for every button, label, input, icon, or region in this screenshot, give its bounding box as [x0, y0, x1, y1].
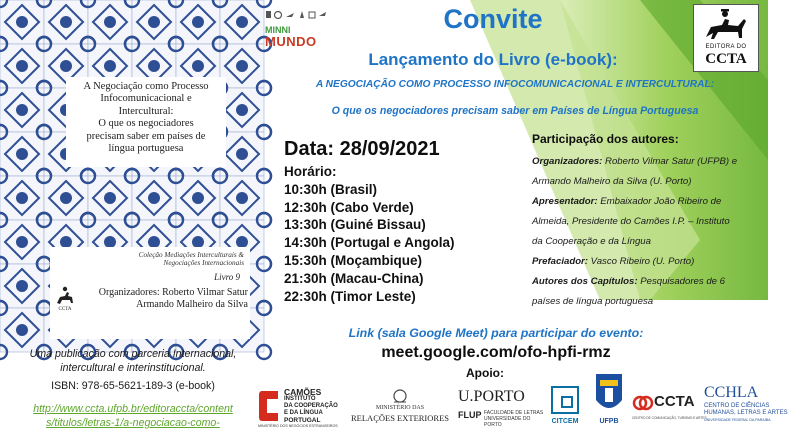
book-cover — [0, 0, 263, 343]
cchla-sub-line: UNIVERSIDADE FEDERAL DA PARAÍBA — [704, 418, 771, 422]
camoes-line: DA COOPERAÇÃO — [284, 403, 338, 409]
cover-organizers-line: Armando Malheiro da Silva — [136, 299, 248, 310]
book-subtitle: O que os negociadores precisam saber em Países de Língua Portuguesa — [331, 105, 699, 117]
azulejo-tile — [169, 169, 227, 227]
schedule-item: 12:30h (Cabo Verde) — [284, 199, 414, 215]
mre-line: MINISTÉRIO DAS — [375, 405, 425, 411]
camoes-line: E DA LÍNGUA — [284, 410, 323, 416]
uporto-logo — [458, 388, 544, 430]
mre-line: RELAÇÕES EXTERIORES — [351, 413, 449, 423]
schedule-item: 22:30h (Timor Leste) — [284, 288, 416, 304]
schedule-list — [284, 163, 455, 305]
ufpb-label: UFPB — [599, 418, 619, 425]
preface-key: Prefaciador: — [532, 256, 588, 267]
uporto-sub-line: UNIVERSIDADE DO PORTO — [484, 416, 531, 428]
partnership-line: Uma publicação com parceria Internacional, — [29, 348, 237, 360]
editora-label: EDITORA DO — [705, 44, 747, 50]
launch-subtitle: Lançamento do Livro (e-book): — [368, 50, 618, 69]
camoes-line: INSTITUTO — [284, 396, 316, 402]
chapters-value-cont: países de língua portuguesa — [532, 296, 654, 307]
citcem-square-icon — [551, 386, 579, 414]
uporto-title: U.PORTO — [458, 388, 525, 405]
page-title: Convite — [443, 4, 543, 34]
cover-title-line: precisam saber em países de — [86, 130, 206, 142]
link-intro: Link (sala Google Meet) para participar do evento: — [348, 326, 644, 340]
organizers-key: Organizadores: — [532, 156, 603, 167]
cover-title-line: Infocomunicacional e — [100, 93, 192, 105]
presenter-value-cont: da Cooperação e da Língua — [532, 236, 651, 247]
azulejo-tile — [37, 169, 95, 227]
svg-text:CCTA: CCTA — [58, 307, 72, 312]
cchla-logo — [704, 384, 788, 430]
uporto-sub — [484, 410, 544, 428]
book-link-line[interactable]: s/titulos/letras-1/a-negociacao-como- — [46, 417, 220, 429]
cover-series-line: Negociações Internacionais — [163, 259, 244, 268]
cover-title — [66, 77, 226, 167]
citcem-logo — [548, 386, 582, 430]
chapters-line — [532, 272, 768, 292]
camoes-line: PORTUGAL — [284, 417, 321, 424]
event-date: Data: 28/09/2021 — [284, 138, 440, 160]
meet-link[interactable]: meet.google.com/ofo-hpfi-rmz — [381, 344, 611, 361]
minni-mundo-logo — [264, 8, 328, 52]
cover-organizers-line: Organizadores: Roberto Vilmar Satur — [98, 287, 248, 298]
presenter-value: Embaixador João Ribeiro de — [597, 196, 722, 207]
ccta-rings-icon — [632, 392, 654, 414]
mundo-label: MUNDO — [265, 34, 317, 49]
cover-title-line: Intercultural: — [118, 105, 174, 117]
organizers-line — [532, 152, 768, 172]
cover-volume: Livro 9 — [214, 272, 240, 282]
uporto-sub-line: FACULDADE DE LETRAS — [484, 410, 544, 416]
cover-series — [139, 251, 244, 268]
camoes-text — [284, 388, 338, 424]
travel-icons — [264, 8, 328, 22]
horseman-icon — [702, 7, 750, 43]
schedule-item: 15:30h (Moçambique) — [284, 252, 423, 268]
cover-series-line: Coleção Mediações Interculturais & — [138, 251, 244, 259]
azulejo-tile — [125, 169, 183, 227]
chapters-value: Pesquisadores de 6 — [637, 276, 726, 287]
schedule-item: 13:30h (Guiné Bissau) — [284, 217, 426, 233]
camoes-ministry: MINISTÉRIO DOS NEGÓCIOS ESTRANGEIROS — [258, 424, 338, 428]
cchla-sub — [704, 403, 788, 424]
partnership-line: intercultural e interinstitucional. — [60, 362, 206, 374]
ufpb-shield-icon — [594, 372, 624, 416]
organizers-value: Roberto Vilmar Satur (UFPB) e — [602, 156, 738, 167]
schedule-heading: Horário: — [284, 164, 337, 179]
presenter-key: Apresentador: — [532, 196, 598, 207]
isbn-text: ISBN: 978-65-5621-189-3 (e-book) — [51, 380, 215, 392]
flup-label: FLUP — [458, 410, 482, 420]
mre-logo — [348, 388, 452, 428]
organizers-value-cont: Armando Malheiro da Silva (U. Porto) — [532, 176, 692, 187]
ccta-label: CCTA — [705, 51, 747, 67]
coat-of-arms-icon — [390, 388, 410, 404]
schedule-item: 21:30h (Macau-China) — [284, 270, 424, 286]
participation-details — [532, 152, 768, 312]
support-label: Apoio: — [466, 366, 504, 380]
cchla-title: CCHLA — [704, 384, 759, 401]
partnership-text — [4, 347, 262, 375]
editora-ccta-logo — [693, 4, 759, 72]
preface-value: Vasco Ribeiro (U. Porto) — [587, 256, 695, 267]
book-title-caps: A NEGOCIAÇÃO COMO PROCESSO INFOCOMUNICACIONAL E INTERCULTURAL: — [315, 79, 715, 90]
azulejo-tile — [213, 169, 271, 227]
presenter-line — [532, 192, 768, 212]
ccta-centro-sub: CENTRO DE COMUNICAÇÃO, TURISMO E ARTES — [632, 416, 707, 420]
camoes-emblem-icon — [258, 389, 280, 423]
ccta-centro-label: CCTA — [654, 393, 695, 410]
schedule-item: 10:30h (Brasil) — [284, 181, 378, 197]
participation-heading: Participação dos autores: — [532, 132, 679, 146]
ccta-centro-logo — [632, 390, 707, 426]
azulejo-tile — [213, 0, 271, 51]
cover-title-line: O que os negociadores — [98, 118, 194, 130]
book-link-line[interactable]: http://www.ccta.ufpb.br/editoraccta/content — [33, 403, 233, 415]
cchla-sub-line: CENTRO DE CIÊNCIAS — [704, 403, 770, 409]
chapters-key: Autores dos Capítulos: — [532, 276, 638, 287]
cover-organizers — [52, 287, 248, 311]
azulejo-tile — [81, 169, 139, 227]
preface-line — [532, 252, 768, 272]
book-link[interactable] — [4, 402, 262, 430]
ufpb-logo — [592, 372, 626, 430]
presenter-value-cont: Almeida, Presidente do Camões I.P. – Instituto — [532, 216, 730, 227]
cover-title-line: língua portuguesa — [108, 143, 184, 155]
citcem-label: CITCEM — [551, 418, 579, 425]
cover-info — [50, 247, 250, 339]
cchla-sub-line: HUMANAS, LETRAS E ARTES — [704, 410, 788, 416]
cover-title-line: A Negociação como Processo — [83, 81, 209, 92]
schedule-item: 14:30h (Portugal e Angola) — [284, 235, 455, 251]
camoes-logo — [258, 385, 346, 430]
camoes-line: CAMÕES — [284, 387, 322, 397]
minni-label: MINNI — [265, 25, 291, 35]
